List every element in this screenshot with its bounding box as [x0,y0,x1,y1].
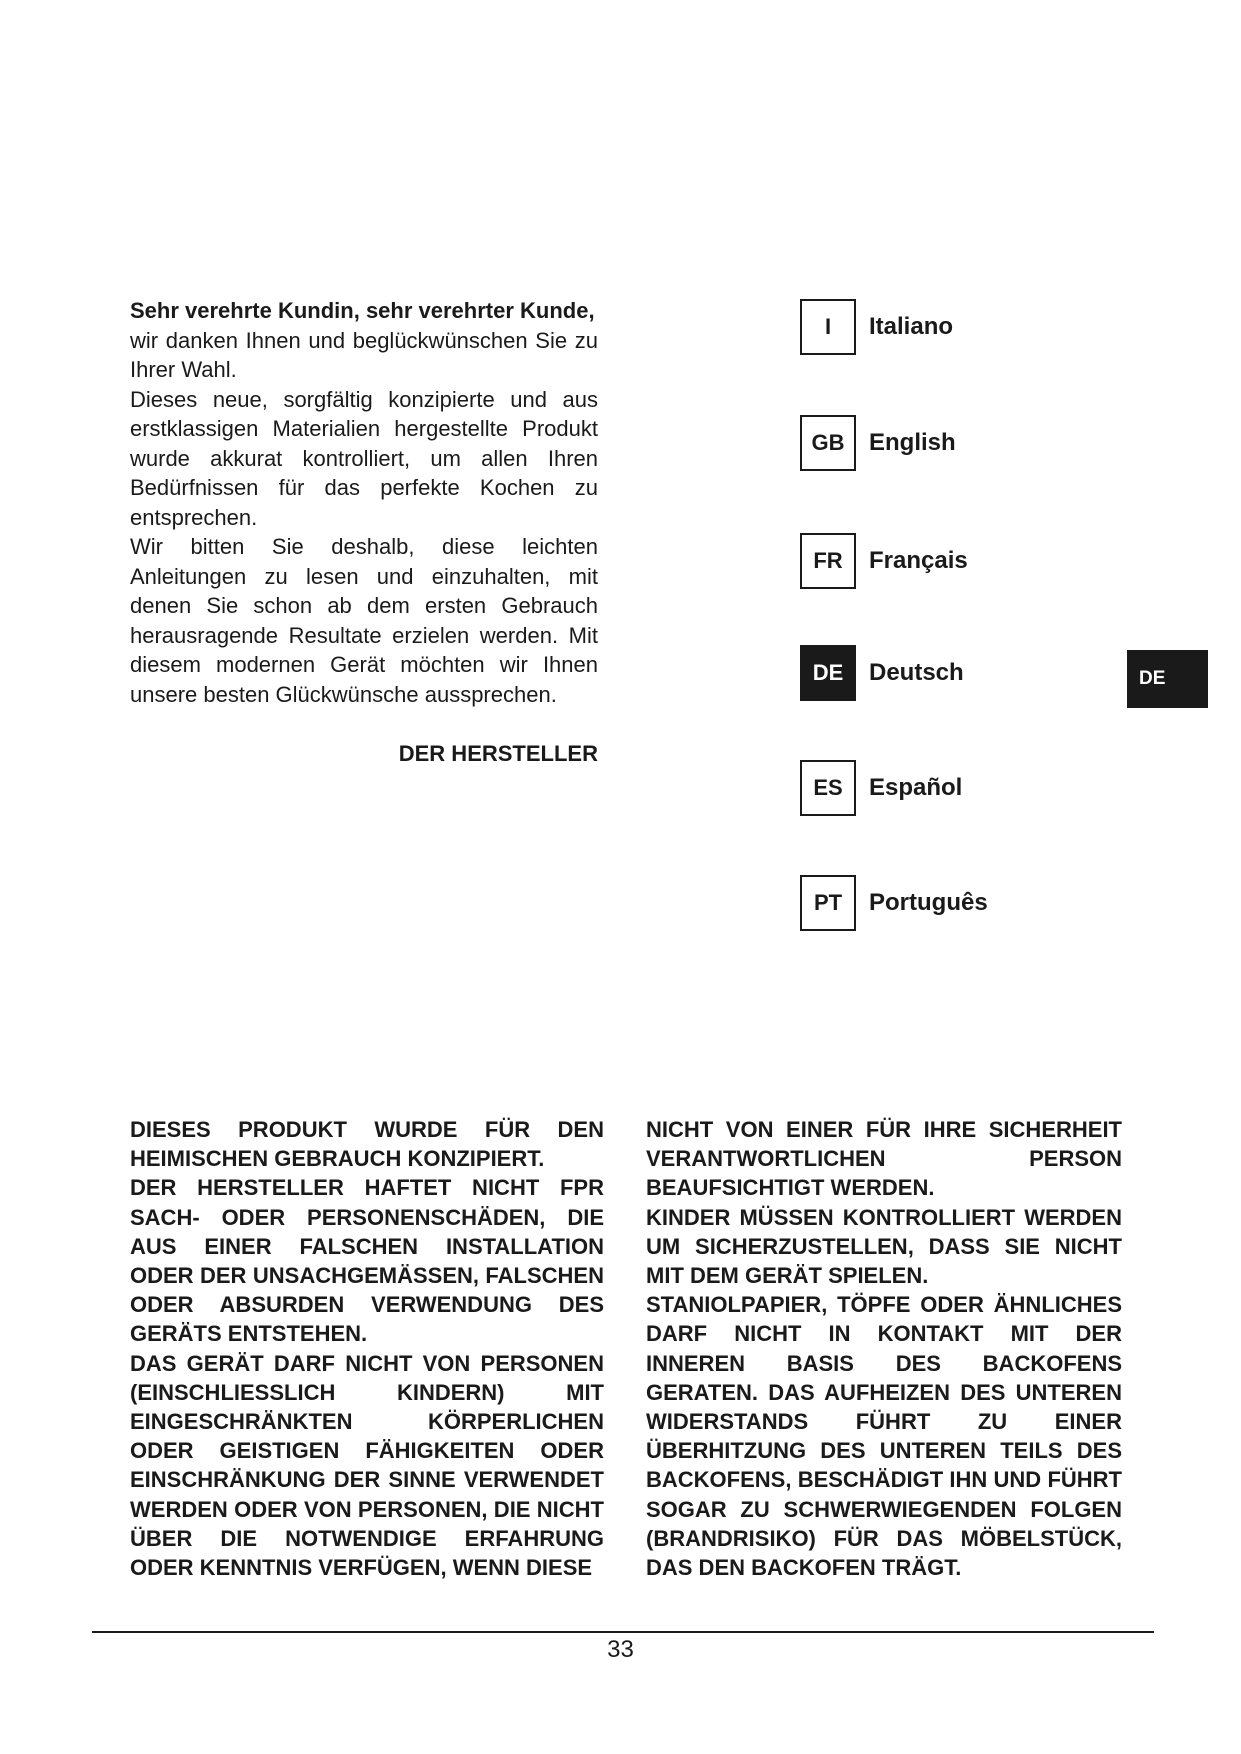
language-code-box: I [800,299,856,355]
language-item-francais[interactable] [800,532,968,590]
language-code-box-active: DE [800,645,856,701]
intro-paragraph: Dieses neue, sorgfältig konzipierte und aus erstklassigen Materialien hergestellte Produkt wurde akkurat kontrolliert, um allen Ihren Bedürfnissen für das perfekte Kochen zu entsprechen. [130,386,598,530]
language-name: Deutsch [869,659,964,686]
language-name: Español [869,774,963,801]
language-code-box: FR [800,533,856,589]
warning-column-right [646,1115,1122,1582]
page-number: 33 [607,1636,634,1663]
signature: DER HERSTELLER [398,741,598,766]
language-code-box: GB [800,415,856,471]
language-name: English [869,429,956,456]
warning-paragraph: DIESES PRODUKT WURDE FÜR DEN HEIMISCHEN GEBRAUCH KONZIPIERT. [130,1117,604,1172]
intro-paragraph: Wir bitten Sie deshalb, diese leichten Anleitungen zu lesen und einzuhalten, mit denen Sie schon ab dem ersten Gebrauch herausragende Resultate erzielen werden. Mit diesem modernen Gerät möchten wir Ihnen unsere besten Glückwünsche aussprechen. [130,534,598,707]
intro-paragraph: wir danken Ihnen und beglückwünschen Sie zu Ihrer Wahl. [130,327,598,382]
warning-paragraph: DAS GERÄT DARF NICHT VON PERSONEN (EINSCHLIESSLICH KINDERN) MIT EINGESCHRÄNKTEN KÖRPERLICHEN ODER GEISTIGEN FÄHIGKEITEN ODER EINSCHRÄNKUNG DER SINNE VERWENDET WERDEN ODER VON PERSONEN, DIE NICHT ÜBER DIE NOTWENDIGE ERFAHRUNG ODER KENNTNIS VERFÜGEN, WENN DIESE [130,1350,604,1581]
side-language-tab[interactable]: DE [1127,650,1208,708]
language-code-box: PT [800,875,856,931]
language-item-deutsch[interactable] [800,644,964,702]
warning-paragraph: DER HERSTELLER HAFTET NICHT FPR SACH- ODER PERSONENSCHÄDEN, DIE AUS EINER FALSCHEN INSTALLATION ODER DER UNSACHGEMÄSSEN, FALSCHEN ODER ABSURDEN VERWENDUNG DES GERÄTS ENTSTEHEN. [130,1175,604,1347]
language-item-portugues[interactable] [800,874,988,932]
greeting: Sehr verehrte Kundin, sehr verehrter Kunde, [130,298,595,323]
language-code-box: ES [800,760,856,816]
language-name: Italiano [869,313,954,340]
warning-column-left [130,1115,604,1582]
warning-paragraph: NICHT VON EINER FÜR IHRE SICHERHEIT VERANTWORTLICHEN PERSON BEAUFSICHTIGT WERDEN. [646,1117,1122,1201]
language-name: Português [869,889,988,916]
intro-text [130,296,598,769]
language-item-italiano[interactable] [800,298,953,356]
language-name: Français [869,547,968,574]
language-item-english[interactable] [800,414,956,472]
warning-paragraph: STANIOLPAPIER, TÖPFE ODER ÄHNLICHES DARF NICHT IN KONTAKT MIT DER INNEREN BASIS DES BACKOFENS GERATEN. DAS AUFHEIZEN DES UNTEREN WIDERSTANDS FÜHRT ZU EINER ÜBERHITZUNG DES UNTEREN TEILS DES BACKOFENS, BESCHÄDIGT IHN UND FÜHRT SOGAR ZU SCHWERWIEGENDEN FOLGEN (BRANDRISIKO) FÜR DAS MÖBELSTÜCK, DAS DEN BACKOFEN TRÄGT. [646,1292,1122,1581]
footer-divider [92,1631,1154,1633]
language-item-espanol[interactable] [800,759,962,817]
warning-paragraph: KINDER MÜSSEN KONTROLLIERT WERDEN UM SICHERZUSTELLEN, DASS SIE NICHT MIT DEM GERÄT SPIELEN. [646,1204,1122,1289]
